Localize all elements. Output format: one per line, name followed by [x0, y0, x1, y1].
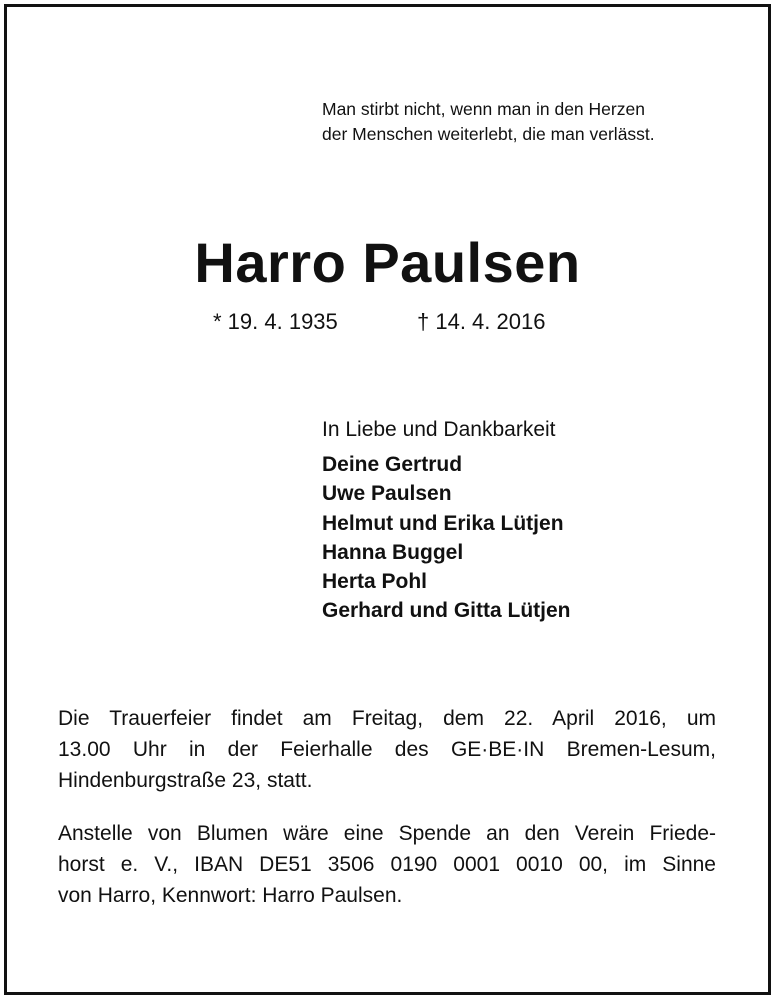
mourners-intro: In Liebe und Dankbarkeit [322, 418, 556, 441]
funeral-info [58, 703, 716, 796]
mourners-list [322, 450, 571, 626]
donation-line: von Harro, Kennwort: Harro Paulsen. [58, 884, 403, 907]
mourner-name: Herta Pohl [322, 570, 428, 594]
mourners-block [322, 414, 571, 626]
quote-line: Man stirbt nicht, wenn man in den Herzen [322, 99, 645, 119]
funeral-line: Die Trauerfeier findet am Freitag, dem 22. April 2016, um [58, 707, 716, 730]
donation-line: horst e. V., IBAN DE51 3506 0190 0001 0010 00, im Sinne [58, 853, 716, 876]
mourner-name: Hanna Buggel [322, 540, 464, 564]
mourner-name: Helmut und Erika Lütjen [322, 511, 564, 535]
funeral-line: Hindenburgstraße 23, statt. [58, 769, 313, 792]
donation-info [58, 818, 716, 911]
mourner-name: Deine Gertrud [322, 453, 463, 476]
mourner-name: Uwe Paulsen [322, 482, 452, 506]
donation-line: Anstelle von Blumen wäre eine Spende an den Verein Friede- [58, 822, 716, 845]
mourner-name: Gerhard und Gitta Lütjen [322, 599, 571, 623]
quote-line: der Menschen weiterlebt, die man verlässt. [322, 124, 655, 144]
epigraph-quote [322, 97, 655, 147]
death-date: † 14. 4. 2016 [417, 309, 546, 334]
funeral-line: 13.00 Uhr in der Feierhalle des GE·BE·IN Bremen-Lesum, [58, 738, 716, 761]
birth-date: * 19. 4. 1935 [213, 309, 338, 334]
deceased-name: Harro Paulsen [194, 231, 581, 294]
